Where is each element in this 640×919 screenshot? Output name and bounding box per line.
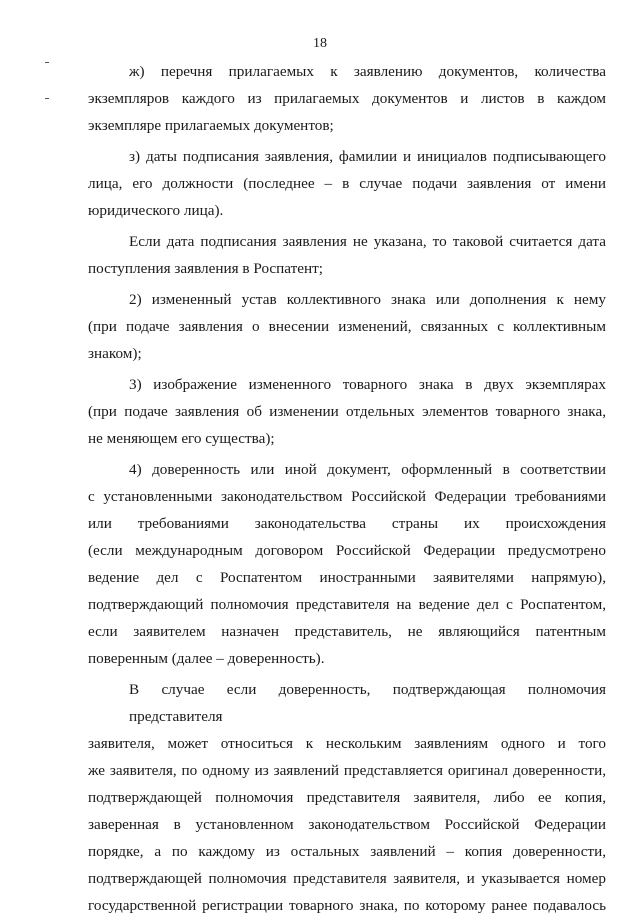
text-line: поверенным (далее – доверенность). (88, 650, 325, 667)
document-body (88, 58, 606, 919)
text-line: не меняющем его существа); (88, 430, 275, 447)
text-line: заверенная в установленном законодательством Российской Федерации (88, 816, 606, 833)
page-number: 18 (313, 36, 327, 51)
text-line: заявителя, может относиться к нескольким заявлениям одного и того (88, 735, 606, 752)
margin-mark (45, 98, 49, 99)
text-line: или требованиями законодательства страны их происхождения (88, 515, 606, 532)
paragraph (88, 58, 606, 139)
text-line: подтверждающий полномочия представителя на ведение дел с Роспатентом, (88, 596, 606, 613)
text-line: подтверждающей полномочия представителя заявителя, либо ее копия, (88, 789, 606, 806)
text-line: з) даты подписания заявления, фамилии и инициалов подписывающего (129, 148, 606, 165)
paragraph (88, 456, 606, 672)
text-line: порядке, а по каждому из остальных заявлений – копия доверенности, (88, 843, 606, 860)
text-line: 2) измененный устав коллективного знака или дополнения к нему (129, 291, 606, 308)
paragraph (88, 143, 606, 224)
text-line: с установленными законодательством Российской Федерации требованиями (88, 488, 606, 505)
paragraph (88, 286, 606, 367)
paragraph (88, 371, 606, 452)
paragraph (88, 676, 606, 919)
text-line: (если международным договором Российской Федерации предусмотрено (88, 542, 606, 559)
text-line: же заявителя, по одному из заявлений представляется оригинал доверенности, (88, 762, 606, 779)
text-line: государственной регистрации товарного знака, по которому ранее подавалось (88, 897, 606, 914)
text-line: если заявителем назначен представитель, не являющийся патентным (88, 623, 606, 640)
text-line: поступления заявления в Роспатент; (88, 260, 323, 277)
text-line: 3) изображение измененного товарного знака в двух экземплярах (129, 376, 606, 393)
text-line: знаком); (88, 345, 142, 362)
text-line: экземпляре прилагаемых документов; (88, 117, 334, 134)
text-line: (при подаче заявления о внесении изменений, связанных с коллективным (88, 318, 606, 335)
text-line: ведение дел с Роспатентом иностранными заявителями напрямую), (88, 569, 606, 586)
text-line: ж) перечня прилагаемых к заявлению документов, количества (129, 63, 606, 80)
text-line: В случае если доверенность, подтверждающая полномочия представителя (129, 681, 606, 725)
paragraph (88, 228, 606, 282)
text-line: подтверждающей полномочия представителя заявителя, и указывается номер (88, 870, 606, 887)
text-line: Если дата подписания заявления не указана, то таковой считается дата (129, 233, 606, 250)
text-line: юридического лица). (88, 202, 224, 219)
text-line: 4) доверенность или иной документ, оформленный в соответствии (129, 461, 606, 478)
text-line: экземпляров каждого из прилагаемых документов и листов в каждом (88, 90, 606, 107)
margin-mark (45, 62, 49, 63)
text-line: лица, его должности (последнее – в случае подачи заявления от имени (88, 175, 606, 192)
text-line: (при подаче заявления об изменении отдельных элементов товарного знака, (88, 403, 606, 420)
